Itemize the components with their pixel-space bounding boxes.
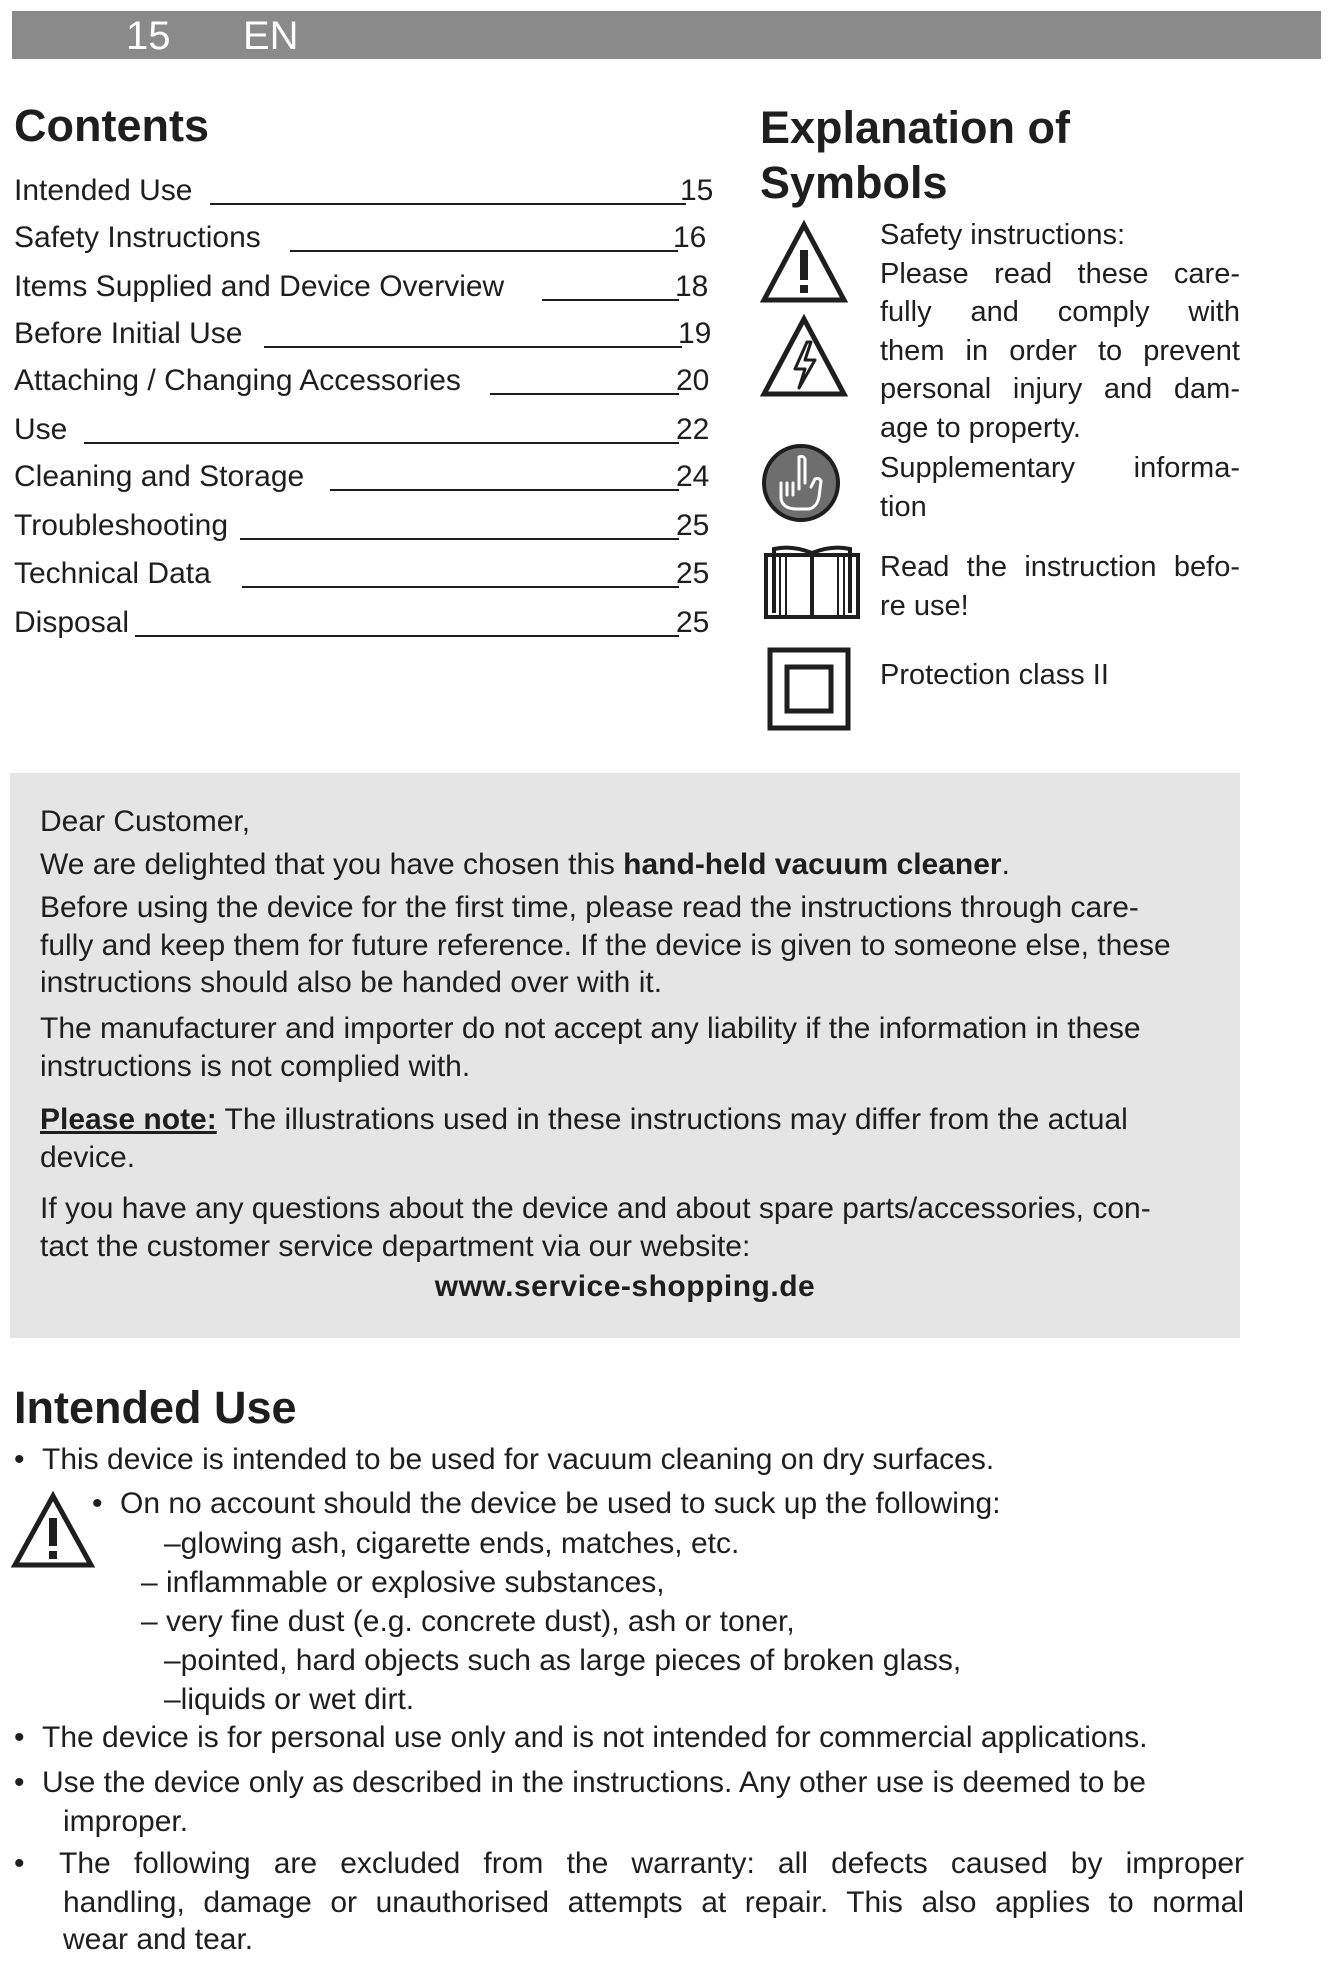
- text-line: personal injury and dam-: [880, 373, 1240, 405]
- symbol-protection-text: Protection class II: [880, 659, 1109, 691]
- toc-label: Technical Data: [14, 557, 211, 590]
- bullet-marker: •: [92, 1487, 103, 1520]
- intended-use-title: Intended Use: [14, 1382, 297, 1433]
- text-line: instructions is not complied with.: [40, 1049, 471, 1083]
- language-code: EN: [243, 14, 299, 58]
- toc-leader-line: [240, 538, 679, 540]
- list-item: [14, 1844, 1244, 1962]
- text-span: .: [1001, 848, 1010, 881]
- liability-paragraph: [40, 1010, 1235, 1085]
- list-item-text: On no account should the device be used to suck up the following:: [120, 1487, 1001, 1520]
- list-item: [14, 1763, 1244, 1843]
- greeting: Dear Customer,: [40, 805, 251, 838]
- toc-row[interactable]: [14, 410, 714, 450]
- service-website-link[interactable]: www.service-shopping.de: [434, 1270, 816, 1303]
- warning-triangle-icon: [759, 220, 849, 306]
- text-line: The manufacturer and importer do not accept any liability if the information in these: [40, 1012, 1141, 1045]
- text-line: age to property.: [880, 411, 1081, 444]
- toc-row[interactable]: [14, 603, 714, 643]
- text-line: Safety instructions:: [880, 219, 1125, 251]
- toc-row[interactable]: [14, 218, 714, 258]
- toc-label: Safety Instructions: [14, 221, 261, 254]
- toc-page: 18: [675, 270, 709, 303]
- please-note-paragraph: [40, 1101, 1235, 1176]
- sub-list-item: –liquids or wet dirt.: [164, 1683, 415, 1716]
- toc-page: 25: [676, 606, 710, 639]
- toc-label: Cleaning and Storage: [14, 460, 305, 493]
- toc-leader-line: [330, 489, 679, 491]
- toc-row[interactable]: [14, 457, 714, 497]
- sub-list-item: – very fine dust (e.g. concrete dust), ash or toner,: [141, 1605, 795, 1638]
- list-item-text: Use the device only as described in the instructions. Any other use is deemed to be: [42, 1766, 1146, 1799]
- delighted-paragraph: [40, 846, 1235, 884]
- toc-leader-line: [542, 299, 679, 301]
- list-item-text: handling, damage or unauthorised attempts at repair. This also applies to normal: [63, 1886, 1244, 1919]
- toc-label: Intended Use: [14, 174, 193, 207]
- bullet-marker: •: [14, 1766, 25, 1799]
- text-span: We are delighted that you have chosen this: [40, 848, 624, 881]
- toc-label: Disposal: [14, 606, 130, 639]
- toc-page: 25: [676, 557, 710, 590]
- electric-shock-warning-icon: [759, 314, 849, 400]
- protection-class-ii-icon: [767, 647, 851, 731]
- toc-page: 24: [676, 460, 710, 493]
- text-line: instructions should also be handed over with it.: [40, 966, 663, 999]
- toc-row[interactable]: [14, 171, 714, 211]
- toc-leader-line: [84, 442, 679, 444]
- text-line: fully and keep them for future reference. If the device is given to someone else, these: [40, 928, 1171, 962]
- toc-leader-line: [242, 586, 679, 588]
- list-item-text: The following are excluded from the warranty: all defects caused by improper: [59, 1847, 1244, 1880]
- text-span: The illustrations used in these instructions may differ from the actual: [216, 1103, 1128, 1136]
- toc-page: 19: [678, 317, 712, 350]
- toc-page: 22: [676, 413, 710, 446]
- list-item-text: This device is intended to be used for vacuum cleaning on dry surfaces.: [42, 1443, 995, 1476]
- toc-row[interactable]: [14, 314, 714, 354]
- list-item-text: wear and tear.: [63, 1923, 254, 1956]
- questions-paragraph: [40, 1190, 1235, 1265]
- list-item-text: improper.: [63, 1805, 189, 1838]
- list-item-text: The device is for personal use only and is not intended for commercial applications.: [42, 1721, 1148, 1754]
- text-line: tion: [880, 490, 927, 523]
- product-name: hand-held vacuum cleaner: [623, 848, 1002, 881]
- toc-leader-line: [135, 635, 679, 637]
- contents-title: Contents: [14, 100, 209, 151]
- toc-label: Items Supplied and Device Overview: [14, 270, 505, 303]
- symbol-safety-text: [880, 216, 1240, 447]
- text-line: Before using the device for the first time, please read the instructions through care-: [40, 891, 1139, 924]
- toc-label: Troubleshooting: [14, 509, 229, 542]
- symbol-read-instruction-text: [880, 548, 1240, 625]
- symbols-title: [760, 100, 1070, 210]
- text-line: fully and comply with: [880, 296, 1240, 328]
- bullet-marker: •: [14, 1443, 25, 1476]
- text-line: tact the customer service department via our website:: [40, 1229, 751, 1263]
- toc-row[interactable]: [14, 506, 714, 546]
- toc-page: 20: [676, 364, 710, 397]
- toc-label: Attaching / Changing Accessories: [14, 364, 461, 397]
- text-line: them in order to prevent: [880, 334, 1240, 367]
- toc-leader-line: [490, 393, 679, 395]
- bullet-marker: •: [14, 1721, 25, 1754]
- toc-row[interactable]: [14, 267, 714, 307]
- toc-row[interactable]: [14, 554, 714, 594]
- toc-page: 16: [673, 221, 707, 254]
- sub-list-item: –glowing ash, cigarette ends, matches, etc.: [164, 1527, 740, 1560]
- bullet-marker: •: [14, 1847, 25, 1880]
- toc-leader-line: [290, 250, 678, 252]
- text-line: [40, 1101, 1235, 1139]
- customer-notice-box: [10, 773, 1240, 1338]
- sub-list-item: –pointed, hard objects such as large pieces of broken glass,: [164, 1644, 962, 1677]
- text-line: Supplementary informa-: [880, 452, 1240, 484]
- before-use-paragraph: [40, 889, 1235, 1002]
- toc-label: Before Initial Use: [14, 317, 243, 350]
- text-line: Please read these care-: [880, 257, 1240, 290]
- symbol-supplementary-text: [880, 449, 1240, 526]
- warning-triangle-icon: [10, 1491, 96, 1571]
- toc-label: Use: [14, 413, 68, 446]
- text-line: If you have any questions about the device and about spare parts/accessories, con-: [40, 1192, 1151, 1225]
- toc-leader-line: [264, 346, 682, 348]
- instruction-manual-icon: [762, 543, 862, 625]
- text-line: device.: [40, 1140, 136, 1174]
- toc-leader-line: [210, 203, 686, 205]
- text-line: Read the instruction befo-: [880, 551, 1240, 583]
- page-number: 15: [126, 14, 171, 58]
- symbols-title-line: Symbols: [760, 157, 948, 208]
- symbols-title-line: Explanation of: [760, 102, 1071, 153]
- please-note-label: Please note:: [40, 1103, 217, 1136]
- toc-page: 15: [680, 174, 714, 207]
- text-line: re use!: [880, 589, 969, 622]
- sub-list-item: – inflammable or explosive substances,: [141, 1566, 665, 1599]
- page-header-bar: [12, 11, 1321, 59]
- pointing-hand-icon: [759, 443, 843, 523]
- toc-page: 25: [676, 509, 710, 542]
- toc-row[interactable]: [14, 361, 714, 401]
